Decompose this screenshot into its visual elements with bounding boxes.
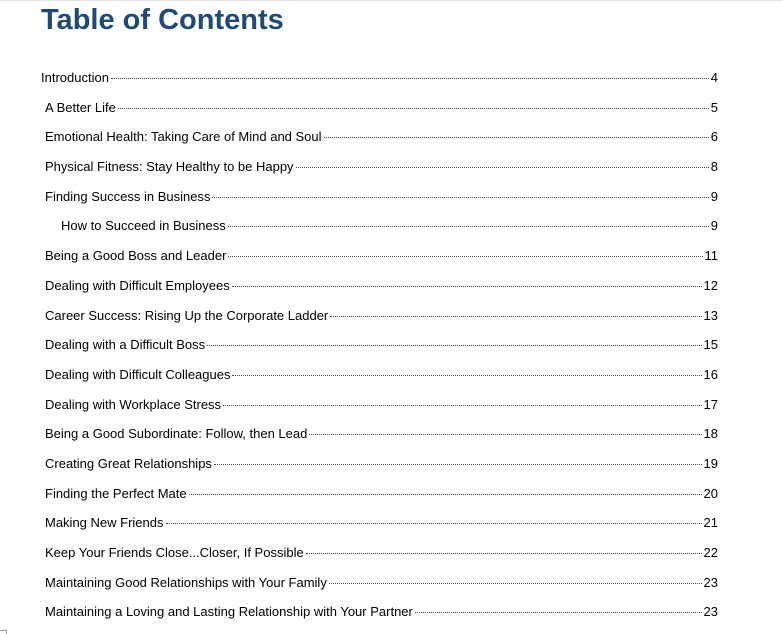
toc-entry-page-number: 6 — [710, 129, 718, 145]
toc-entry-label[interactable]: Physical Fitness: Stay Healthy to be Happy — [45, 159, 294, 175]
toc-entry-page-number: 19 — [703, 455, 718, 471]
toc-entry[interactable] — [0, 70, 783, 100]
toc-entry-page-number: 5 — [710, 99, 718, 115]
toc-entry-label[interactable]: Maintaining Good Relationships with Your Family — [45, 574, 327, 590]
toc-entry-label[interactable]: Being a Good Subordinate: Follow, then Lead — [45, 426, 308, 442]
toc-entry-label[interactable]: Career Success: Rising Up the Corporate Ladder — [45, 307, 329, 323]
toc-entry-label[interactable]: Emotional Health: Taking Care of Mind and Soul — [45, 129, 322, 145]
toc-entry-page-number: 20 — [703, 485, 718, 501]
toc-entry-label[interactable]: Being a Good Boss and Leader — [45, 248, 227, 264]
dot-leader — [166, 523, 702, 524]
toc-entry[interactable] — [0, 604, 783, 634]
toc-entry-label[interactable]: Introduction — [41, 70, 109, 85]
toc-entry-page-number: 15 — [703, 337, 718, 353]
toc-entry-page-number: 18 — [703, 426, 718, 442]
dot-leader — [111, 78, 709, 79]
toc-entry-page-number: 21 — [703, 515, 718, 531]
toc-entry-label[interactable]: Finding the Perfect Mate — [45, 485, 187, 501]
dot-leader — [228, 226, 709, 227]
toc-entry[interactable] — [0, 218, 783, 248]
toc-entry-page-number: 23 — [703, 604, 718, 620]
toc-entry-page-number: 8 — [710, 159, 718, 175]
toc-entry[interactable] — [0, 129, 783, 159]
page-corner-mark — [0, 630, 7, 634]
toc-entry[interactable] — [0, 100, 783, 130]
dot-leader — [324, 137, 709, 138]
dot-leader — [309, 434, 701, 435]
toc-entry-page-number: 17 — [703, 396, 718, 412]
toc-entry[interactable] — [0, 159, 783, 189]
toc-entry[interactable] — [0, 337, 783, 367]
toc-entry[interactable] — [0, 367, 783, 397]
toc-entry[interactable] — [0, 397, 783, 427]
toc-entry-page-number: 13 — [703, 307, 718, 323]
dot-leader — [212, 197, 708, 198]
dot-leader — [296, 167, 709, 168]
toc-entry-page-number: 22 — [703, 545, 718, 560]
toc-entry-page-number: 9 — [710, 188, 718, 204]
toc-entry[interactable] — [0, 575, 783, 605]
dot-leader — [232, 286, 702, 287]
toc-entry-label[interactable]: A Better Life — [45, 99, 116, 115]
toc-entry[interactable] — [0, 248, 783, 278]
dot-leader — [232, 375, 701, 376]
dot-leader — [118, 108, 709, 109]
toc-entry[interactable] — [0, 278, 783, 308]
toc-title: Table of Contents — [41, 4, 284, 36]
toc-entry-page-number: 11 — [704, 248, 718, 264]
toc-entry-label[interactable]: Finding Success in Business — [45, 188, 211, 204]
toc-entry[interactable] — [0, 189, 783, 219]
toc-entry-page-number: 12 — [703, 277, 718, 293]
toc-entry-label[interactable]: Maintaining a Loving and Lasting Relationship with Your Partner — [45, 604, 413, 620]
dot-leader — [306, 553, 702, 554]
page-top-border — [0, 0, 783, 1]
dot-leader — [330, 316, 701, 317]
toc-entry-label[interactable]: Creating Great Relationships — [45, 455, 212, 471]
toc-entry[interactable] — [0, 545, 783, 575]
dot-leader — [415, 612, 702, 613]
toc-entry-label[interactable]: Dealing with a Difficult Boss — [45, 337, 206, 353]
toc-entry-page-number: 9 — [710, 218, 718, 234]
toc-entry-label[interactable]: Dealing with Workplace Stress — [45, 396, 222, 412]
toc-entry[interactable] — [0, 308, 783, 338]
toc-entry-label[interactable]: Dealing with Difficult Colleagues — [45, 366, 231, 382]
toc-list — [0, 70, 783, 634]
dot-leader — [189, 494, 702, 495]
toc-entry-page-number: 16 — [703, 366, 718, 382]
toc-entry-label[interactable]: How to Succeed in Business — [61, 218, 226, 234]
dot-leader — [207, 345, 701, 346]
toc-entry-label[interactable]: Making New Friends — [45, 515, 164, 531]
toc-entry-label[interactable]: Keep Your Friends Close...Closer, If Possible — [45, 545, 304, 560]
dot-leader — [329, 583, 702, 584]
toc-entry[interactable] — [0, 515, 783, 545]
dot-leader — [214, 464, 702, 465]
toc-entry-page-number: 23 — [703, 574, 718, 590]
toc-entry[interactable] — [0, 456, 783, 486]
toc-entry-label[interactable]: Dealing with Difficult Employees — [45, 277, 230, 293]
toc-entry[interactable] — [0, 426, 783, 456]
dot-leader — [228, 256, 702, 257]
dot-leader — [223, 405, 701, 406]
toc-entry[interactable] — [0, 486, 783, 516]
toc-entry-page-number: 4 — [710, 70, 718, 85]
